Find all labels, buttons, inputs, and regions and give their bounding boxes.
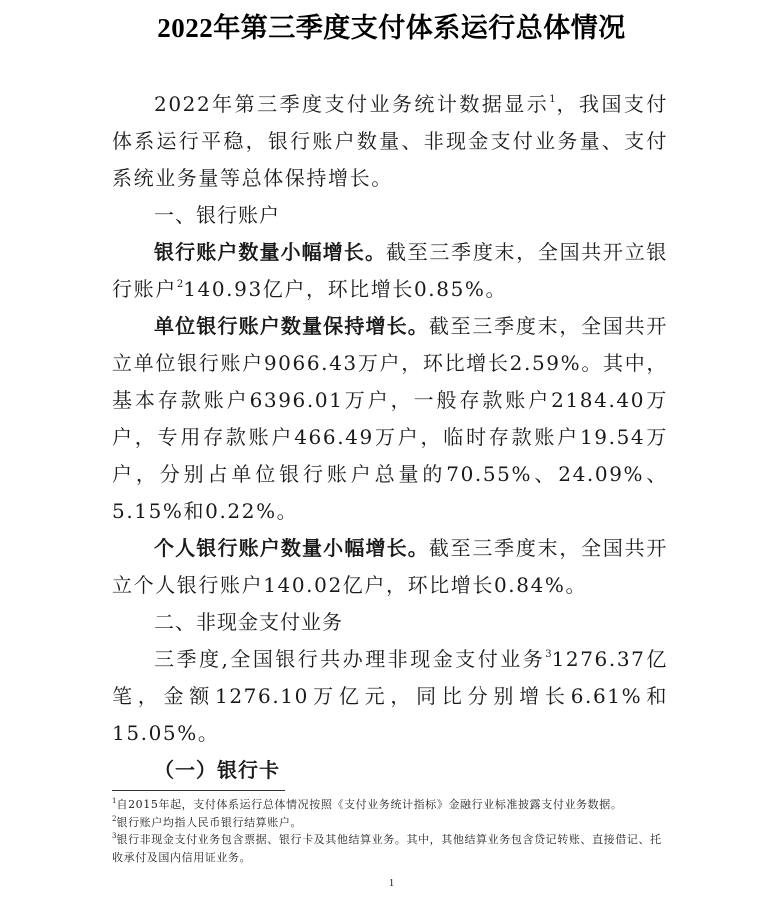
footnotes: [112, 796, 672, 866]
footnote-text: 银行账户均指人民币银行结算账户。: [116, 815, 303, 829]
footnote-ref-2[interactable]: 2: [176, 279, 184, 290]
footnote-mark: 1: [112, 797, 117, 805]
paragraph-lead: 银行账户数量小幅增长。: [154, 240, 387, 264]
footnote-text: 自2015年起，支付体系运行总体情况按照《支付业务统计指标》金融行业标准披露支付业务数据。: [116, 798, 623, 811]
page-number: 1: [388, 877, 395, 889]
paragraph-personal-accounts: [112, 530, 668, 604]
paragraph-bank-accounts-total: [112, 234, 668, 308]
footnote-3: [112, 831, 672, 866]
section-heading-non-cash-payments: 二、非现金支付业务: [154, 610, 343, 634]
footnote-ref-3[interactable]: 3: [545, 649, 552, 660]
paragraph-text: 截至三季度末，全国共开立单位银行账户9066.43万户，环比增长2.59%。其中，基本存款账户6396.01万户，一般存款账户2184.40万户，专用存款账户466.49万户，临时存款账户19.54万户，分别占单位银行账户总量的70.55%、24.09%、5.15%和0.22%。: [112, 314, 668, 523]
paragraph-text: 截至三季度末，全国共开立个人银行账户140.02亿户，环比增长0.84%。: [112, 536, 668, 597]
paragraph-text-end: 1276.37亿笔，金额1276.10万亿元，同比分别增长6.61%和15.05%。: [112, 647, 668, 745]
document-title: 2022年第三季度支付体系运行总体情况: [157, 13, 626, 43]
footnote-2: [112, 814, 672, 832]
paragraph-text-end: 140.93亿户，环比增长0.85%。: [183, 277, 508, 301]
footnote-1: [112, 796, 672, 814]
intro-paragraph: [112, 86, 668, 197]
footnote-text: 银行非现金支付业务包含票据、银行卡及其他结算业务。其中，其他结算业务包含贷记转账、直接借记、托收承付及国内信用证业务。: [112, 833, 662, 864]
intro-text-start: 2022年第三季度支付业务统计数据显示: [154, 92, 550, 116]
paragraph-text-start: 截至三季度末，全国共开立银行账户: [112, 240, 668, 301]
document-body: [112, 86, 668, 789]
paragraph-non-cash-payments: [112, 641, 668, 752]
paragraph-lead: 个人银行账户数量小幅增长。: [154, 536, 429, 560]
section-heading-bank-accounts: 一、银行账户: [154, 203, 280, 227]
footnote-mark: 2: [112, 814, 117, 823]
footnote-ref-1[interactable]: 1: [549, 94, 556, 105]
footnote-separator: [112, 790, 285, 791]
paragraph-text-start: 三季度,全国银行共办理非现金支付业务: [154, 647, 546, 671]
paragraph-unit-accounts: [112, 308, 668, 530]
intro-text-end: ，我国支付体系运行平稳，银行账户数量、非现金支付业务量、支付系统业务量等总体保持增长。: [112, 92, 669, 190]
subheading-bank-cards: （一）银行卡: [154, 758, 280, 782]
footnote-mark: 3: [112, 832, 117, 840]
paragraph-lead: 单位银行账户数量保持增长。: [154, 314, 429, 338]
